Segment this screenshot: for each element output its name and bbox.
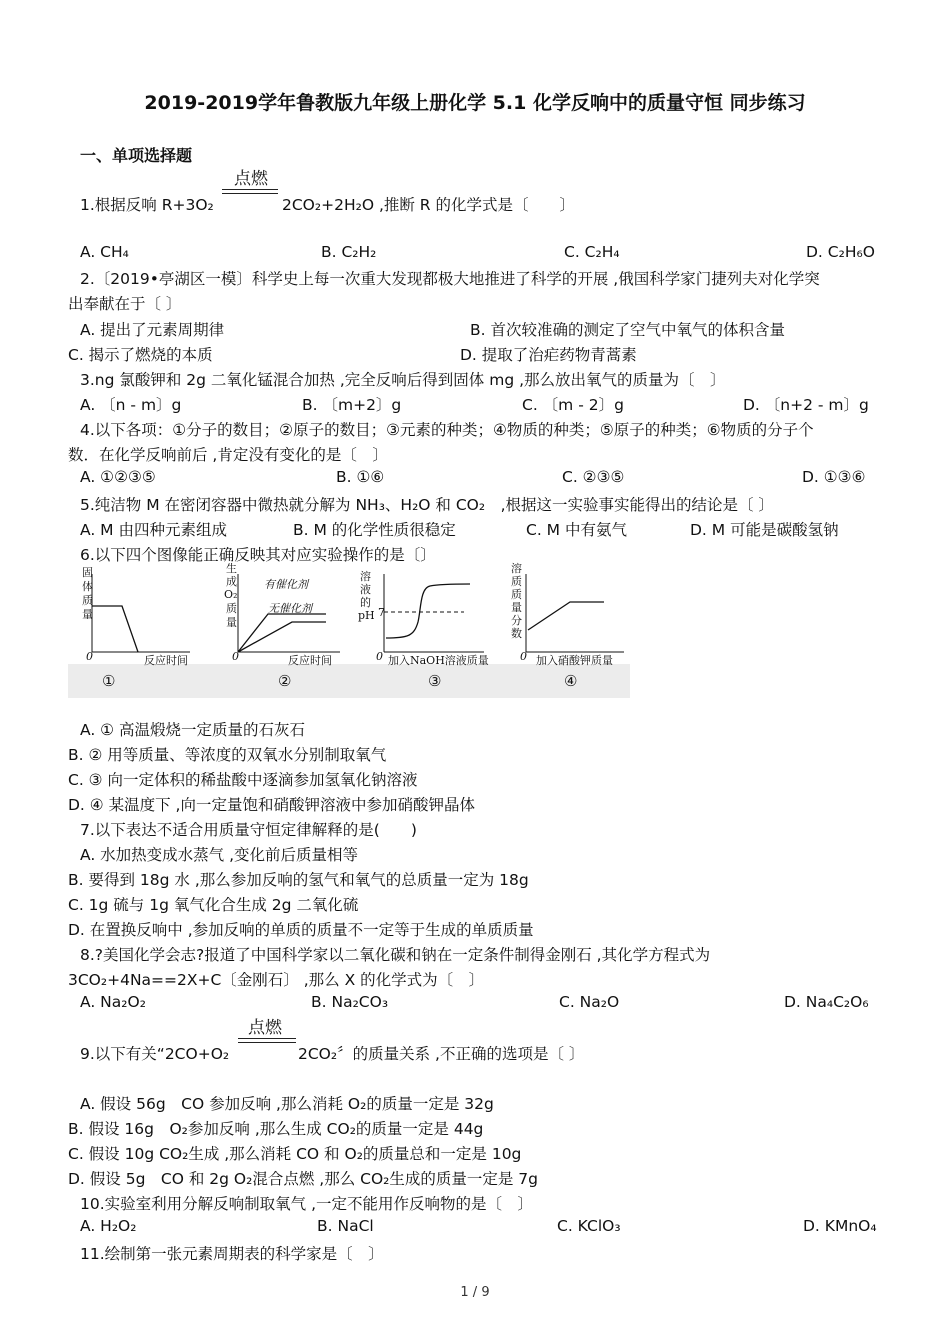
q11-stem: 11.绘制第一张元素周期表的科学家是〔 〕: [80, 1245, 384, 1263]
q4-option-a: A. ①②③⑤: [80, 468, 156, 486]
g1-ylabel-2: 质: [82, 594, 93, 607]
page-number: 1 / 9: [460, 1285, 490, 1300]
section-heading: 一、单项选择题: [80, 146, 193, 165]
q1-option-a: A. CH₄: [80, 243, 129, 261]
q4-line2: 数．在化学反响前后 ,肯定没有变化的是〔 〕: [68, 446, 388, 464]
q4-option-b: B. ①⑥: [336, 468, 385, 486]
page-title: 2019-2019学年鲁教版九年级上册化学 5.1 化学反响中的质量守恒 同步练习: [144, 92, 806, 114]
q10-option-a: A. H₂O₂: [80, 1217, 137, 1235]
g4-ylabel-5: 数: [511, 627, 522, 640]
q3-option-a: A. 〔n - m〕g: [80, 396, 182, 414]
g3-ylabel-0: 溶: [360, 570, 371, 583]
q8-option-d: D. Na₄C₂O₆: [784, 993, 869, 1011]
g2-ylabel-1: 成: [226, 575, 237, 588]
q2-option-b: B. 首次较准确的测定了空气中氧气的体积含量: [470, 321, 785, 339]
q7-option-a: A. 水加热变成水蒸气 ,变化前后质量相等: [80, 846, 359, 864]
q1-option-b: B. C₂H₂: [321, 243, 377, 261]
q9-option-c: C. 假设 10g CO₂生成 ,那么消耗 CO 和 O₂的质量总和一定是 10g: [68, 1145, 522, 1163]
q6-option-b: B. ② 用等质量、等浓度的双氧水分别制取氧气: [68, 746, 387, 764]
equals-double-line: [222, 189, 278, 194]
q5-option-d: D. M 可能是碳酸氢钠: [690, 521, 839, 539]
q5-option-a: A. M 由四种元素组成: [80, 521, 227, 539]
q2-line2: 出奉献在于〔 〕: [68, 295, 182, 313]
q7-option-c: C. 1g 硫与 1g 氧气化合生成 2g 二氧化硫: [68, 896, 359, 914]
g1-origin: 0: [86, 650, 93, 663]
q1-option-d: D. C₂H₆O: [806, 243, 875, 261]
q1-option-c: C. C₂H₄: [564, 243, 620, 261]
g3-seven: 7: [378, 606, 385, 619]
q9-option-a: A. 假设 56g CO 参加反响 ,那么消耗 O₂的质量一定是 32g: [80, 1095, 494, 1113]
g2-ylabel-2: O₂: [224, 588, 238, 601]
q2-option-d: D. 提取了治疟药物青蒿素: [460, 346, 637, 364]
q3-option-c: C. 〔m - 2〕g: [522, 396, 624, 414]
reaction-condition-label: 点燃: [234, 169, 268, 189]
q3-option-b: B. 〔m+2〕g: [302, 396, 402, 414]
q6-option-a: A. ① 高温煅烧一定质量的石灰石: [80, 721, 306, 739]
g1-number: ①: [102, 672, 116, 690]
q1-stem-a: 1.根据反响 R+3O₂: [80, 196, 214, 214]
q9-equals-double-line: [238, 1038, 296, 1043]
q7-option-b: B. 要得到 18g 水 ,那么参加反响的氢气和氧气的总质量一定为 18g: [68, 871, 529, 889]
q5-stem: 5.纯洁物 M 在密闭容器中微热就分解为 NH₃、H₂O 和 CO₂ ,根据这一实验事实能得出的结论是〔 〕: [80, 496, 774, 514]
g2-curve1-label: 有催化剂: [264, 578, 308, 591]
q9-option-b: B. 假设 16g O₂参加反响 ,那么生成 CO₂的质量一定是 44g: [68, 1120, 484, 1138]
g4-ylabel-2: 质: [511, 588, 522, 601]
g3-origin: 0: [376, 650, 383, 663]
g2-ylabel-0: 生: [226, 562, 237, 575]
q5-option-c: C. M 中有氨气: [526, 521, 627, 539]
g4-ylabel-1: 质: [511, 575, 522, 588]
q9-stem-a: 9.以下有关“2CO+O₂: [80, 1045, 230, 1063]
q9-reaction-condition-label: 点燃: [248, 1018, 282, 1038]
g1-ylabel-3: 量: [82, 608, 93, 621]
g1-ylabel-0: 固: [82, 566, 93, 579]
g2-curve2-label: 无催化剂: [268, 602, 312, 615]
g3-number: ③: [428, 672, 442, 690]
q10-stem: 10.实验室利用分解反响制取氧气 ,一定不能用作反响物的是〔 〕: [80, 1195, 534, 1213]
q4-option-d: D. ①③⑥: [802, 468, 866, 486]
q3-option-d: D. 〔n+2 - m〕g: [743, 396, 869, 414]
q9-stem-b: 2CO₂〞的质量关系 ,不正确的选项是〔 〕: [298, 1045, 585, 1063]
q10-option-d: D. KMnO₄: [803, 1217, 877, 1235]
q7-stem: 7.以下表达不适合用质量守恒定律解释的是( ): [80, 821, 417, 839]
q2-option-c: C. 揭示了燃烧的本质: [68, 346, 213, 364]
g3-ylabel-1: 液: [360, 583, 371, 596]
g2-xlabel: 反应时间: [288, 654, 332, 667]
q8-option-c: C. Na₂O: [559, 993, 620, 1011]
g4-number: ④: [564, 672, 578, 690]
q6-option-c: C. ③ 向一定体积的稀盐酸中逐滴参加氢氧化钠溶液: [68, 771, 418, 789]
q2-option-a: A. 提出了元素周期律: [80, 321, 225, 339]
q9-option-d: D. 假设 5g CO 和 2g O₂混合点燃 ,那么 CO₂生成的质量一定是 7g: [68, 1170, 538, 1188]
q10-option-c: C. KClO₃: [557, 1217, 621, 1235]
q7-option-d: D. 在置换反响中 ,参加反响的单质的质量不一定等于生成的单质质量: [68, 921, 534, 939]
g1-xlabel: 反应时间: [144, 654, 188, 667]
g1-ylabel-1: 体: [82, 580, 93, 593]
g4-ylabel-3: 量: [511, 601, 522, 614]
q8-line2: 3CO₂+4Na==2X+C〔金刚石〕 ,那么 X 的化学式为〔 〕: [68, 971, 485, 989]
q8-option-b: B. Na₂CO₃: [311, 993, 389, 1011]
q8-line1: 8.?美国化学会志?报道了中国科学家以二氧化碳和钠在一定条件制得金刚石 ,其化学方程式为: [80, 946, 711, 964]
g3-ylabel-2: 的: [360, 596, 371, 609]
q1-stem-b: 2CO₂+2H₂O ,推断 R 的化学式是〔 〕: [282, 196, 575, 214]
q4-line1: 4.以下各项：①分子的数目；②原子的数目；③元素的种类；④物质的种类；⑤原子的种类；⑥物质的分子个: [80, 421, 814, 439]
g3-ylabel-3: pH: [358, 609, 375, 622]
q4-option-c: C. ②③⑤: [562, 468, 625, 486]
g4-ylabel-0: 溶: [511, 562, 522, 575]
q6-figure: [68, 560, 630, 698]
q2-line1: 2.〔2019•亭湖区一模〕科学史上每一次重大发现都极大地推进了科学的开展 ,俄国科学家门捷列夫对化学突: [80, 270, 820, 288]
g2-origin: 0: [232, 650, 239, 663]
q3-stem: 3.ng 氯酸钾和 2g 二氧化锰混合加热 ,完全反响后得到固体 mg ,那么放出氧气的质量为〔 〕: [80, 371, 726, 389]
g2-ylabel-4: 量: [226, 616, 237, 629]
g2-ylabel-3: 质: [226, 602, 237, 615]
q10-option-b: B. NaCl: [317, 1217, 374, 1235]
q6-option-d: D. ④ 某温度下 ,向一定量饱和硝酸钾溶液中参加硝酸钾晶体: [68, 796, 475, 814]
g4-xlabel: 加入硝酸钾质量: [536, 654, 613, 667]
g4-origin: 0: [520, 650, 527, 663]
q5-option-b: B. M 的化学性质很稳定: [293, 521, 456, 539]
q6-stem: 6.以下四个图像能正确反映其对应实验操作的是〔〕: [80, 546, 436, 564]
g3-xlabel: 加入NaOH溶液质量: [388, 654, 489, 667]
q8-option-a: A. Na₂O₂: [80, 993, 146, 1011]
g4-ylabel-4: 分: [511, 614, 522, 627]
g2-number: ②: [278, 672, 292, 690]
